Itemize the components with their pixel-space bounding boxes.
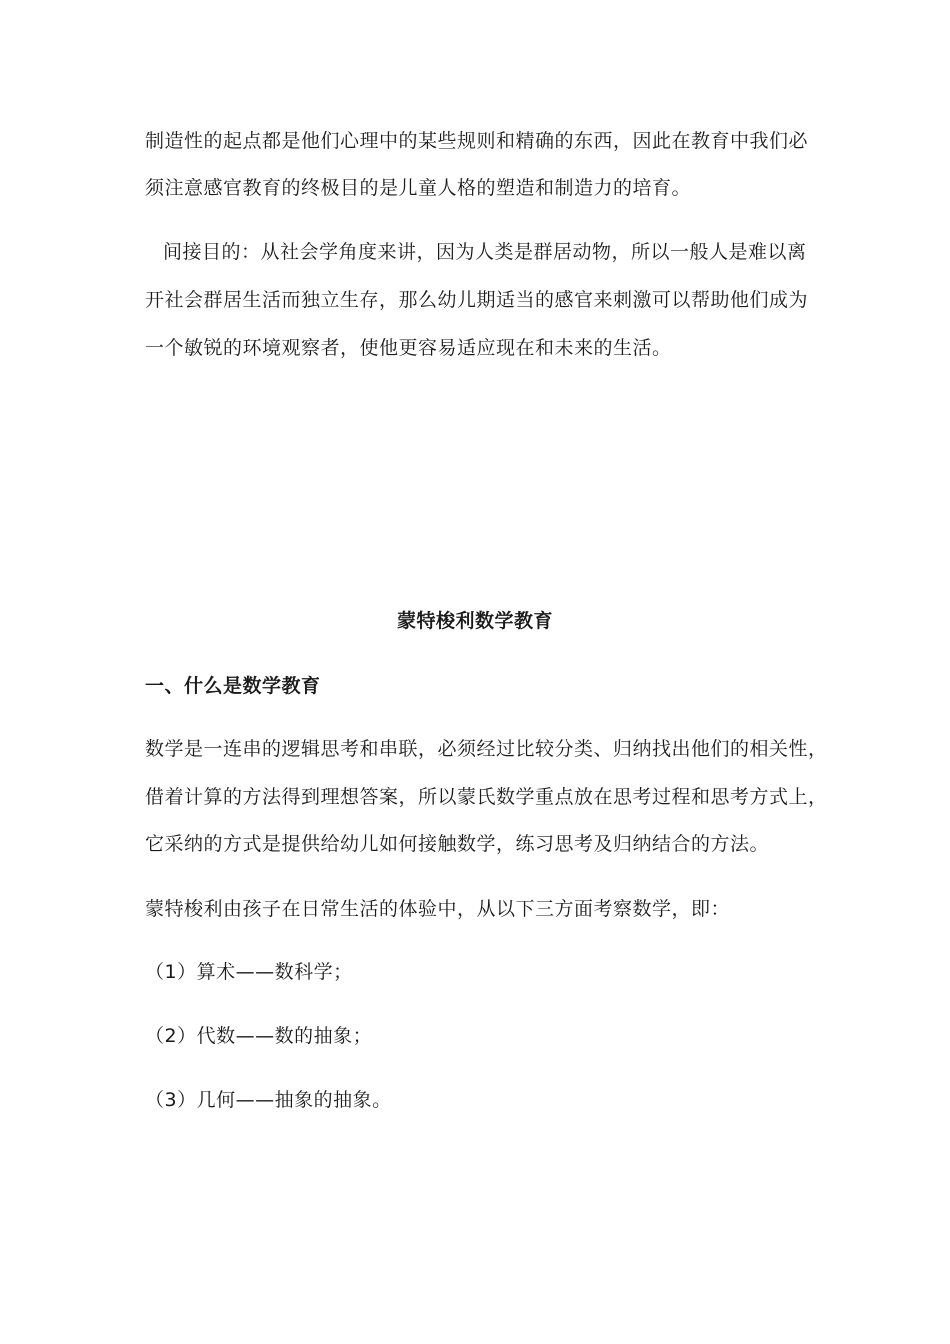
document-title: 蒙特梭利数学教育 bbox=[396, 610, 553, 632]
section-heading: 一、什么是数学教育 bbox=[145, 675, 321, 697]
paragraph-line: 间接目的：从社会学角度来讲，因为人类是群居动物，所以一般人是难以离 bbox=[163, 241, 807, 263]
list-item: （2）代数——数的抽象； bbox=[145, 1025, 373, 1047]
list-item: （1）算术——数科学； bbox=[145, 961, 353, 983]
paragraph-line: 开社会群居生活而独立生存，那么幼儿期适当的感官来刺激可以帮助他们成为 bbox=[145, 289, 809, 311]
paragraph-line: 它采纳的方式是提供给幼儿如何接触数学，练习思考及归纳结合的方法。 bbox=[145, 833, 770, 855]
paragraph-line: 借着计算的方法得到理想答案，所以蒙氏数学重点放在思考过程和思考方式上， bbox=[145, 786, 828, 808]
list-item: （3）几何——抽象的抽象。 bbox=[145, 1089, 392, 1111]
paragraph-line: 制造性的起点都是他们心理中的某些规则和精确的东西，因此在教育中我们必 bbox=[145, 130, 809, 152]
paragraph-line: 数学是一连串的逻辑思考和串联，必须经过比较分类、归纳找出他们的相关性， bbox=[145, 738, 828, 760]
paragraph-line: 一个敏锐的环境观察者，使他更容易适应现在和未来的生活。 bbox=[145, 337, 672, 359]
paragraph-line: 须注意感官教育的终极目的是儿童人格的塑造和制造力的培育。 bbox=[145, 177, 692, 199]
paragraph-line: 蒙特梭利由孩子在日常生活的体验中，从以下三方面考察数学，即： bbox=[145, 898, 731, 920]
